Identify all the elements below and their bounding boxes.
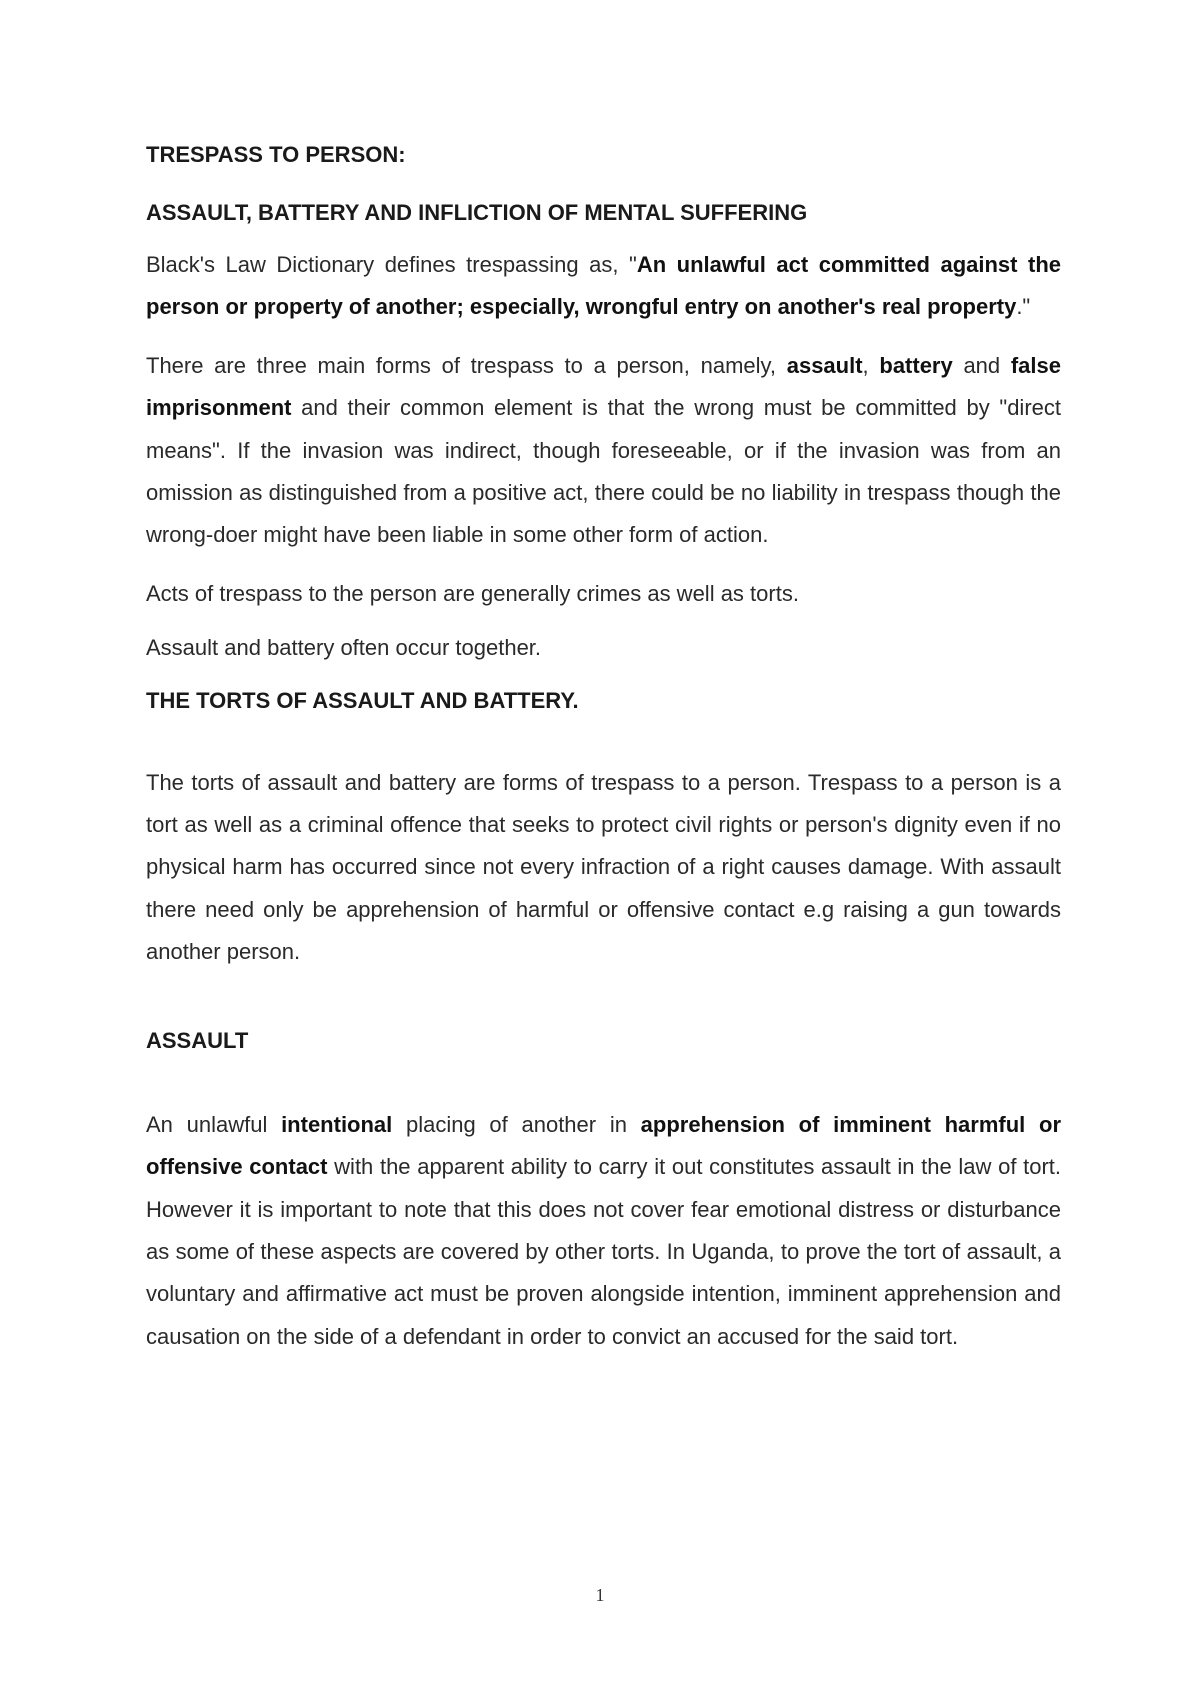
page-number: 1	[595, 1585, 605, 1605]
paragraph-text: An unlawful	[146, 1111, 282, 1137]
paragraph-crimes-and-torts: Acts of trespass to the person are generally crimes as well as torts.	[146, 580, 799, 606]
bold-term-false-imprisonment: false imprisonment	[146, 352, 1062, 421]
paragraph-occur-together: Assault and battery often occur together.	[146, 635, 542, 661]
paragraph-text: ,	[862, 352, 880, 378]
document-body	[146, 140, 1061, 1358]
paragraph-torts-overview: The torts of assault and battery are forms of trespass to a person. Trespass to a person is a tort as well as a criminal offence that seeks to protect civil rights or person's dignity even if no physical harm has occurred since not every infraction of a right causes damage. With assault there need only be apprehension of harmful or offensive contact e.g raising a gun towards another person.	[146, 769, 1061, 965]
bold-term-apprehension: apprehension of imminent harmful or offensive contact	[146, 1111, 1062, 1180]
heading-trespass-to-person: TRESPASS TO PERSON:	[146, 142, 406, 167]
bold-term-assault: assault	[786, 352, 863, 378]
paragraph-text: ."	[1016, 294, 1031, 320]
paragraph-text: and their common element is that the wrong must be committed by "direct means". If the invasion was indirect, though foreseeable, or if the invasion was from an omission as distinguished from a positive act, there could be no liability in trespass though the wrong-doer might have been liable in some other form of action.	[146, 395, 1061, 548]
bold-definition: An unlawful act committed against the person or property of another; especially, wrongful entry on another's real property	[146, 252, 1061, 320]
paragraph-text: Black's Law Dictionary defines trespassing as, "	[146, 252, 637, 277]
bold-term-intentional: intentional	[281, 1111, 393, 1137]
heading-assault: ASSAULT	[146, 1027, 249, 1053]
paragraph-text: placing of another in	[392, 1111, 641, 1137]
paragraph-assault-definition	[146, 1104, 1061, 1358]
heading-assault-battery-mental-suffering: ASSAULT, BATTERY AND INFLICTION OF MENTAL SUFFERING	[146, 200, 808, 225]
paragraph-forms-of-trespass	[146, 345, 1061, 557]
bold-term-battery: battery	[879, 352, 953, 378]
paragraph-text: There are three main forms of trespass to a person, namely,	[146, 352, 787, 378]
heading-torts-of-assault-and-battery: THE TORTS OF ASSAULT AND BATTERY.	[146, 687, 579, 713]
paragraph-text: with the apparent ability to carry it out constitutes assault in the law of tort. However it is important to note that this does not cover fear emotional distress or disturbance as some of these aspects are covered by other torts. In Uganda, to prove the tort of assault, a voluntary and affirmative act must be proven alongside intention, imminent apprehension and causation on the side of a defendant in order to convict an accused for the said tort.	[146, 1154, 1062, 1349]
paragraph-blacks-law-definition	[146, 244, 1061, 329]
paragraph-text: and	[952, 352, 1011, 378]
